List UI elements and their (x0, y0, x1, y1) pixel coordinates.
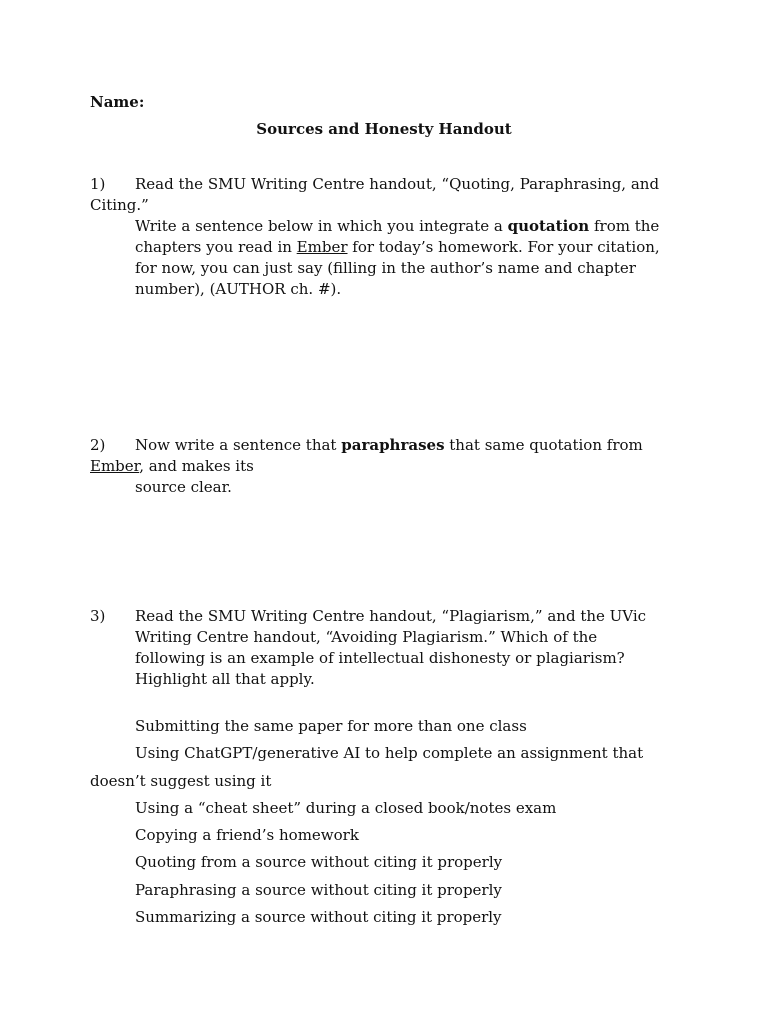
question-3-line-3: following is an example of intellectual dishonesty or plagiarism? (135, 649, 625, 667)
question-1-line-2: Citing.” (90, 196, 149, 214)
option-item[interactable]: Copying a friend’s homework (135, 826, 359, 844)
option-item[interactable]: Submitting the same paper for more than one class (135, 717, 527, 735)
question-1-line-5: for now, you can just say (filling in the author’s name and chapter (135, 259, 636, 277)
q2-text: that same quotation from (444, 436, 643, 454)
option-item[interactable]: Using ChatGPT/generative AI to help complete an assignment that (135, 744, 644, 762)
question-2-line-1 (135, 435, 643, 456)
question-1-line-1: Read the SMU Writing Centre handout, “Quoting, Paraphrasing, and (135, 175, 660, 193)
question-1-line-6: number), (AUTHOR ch. #). (135, 280, 342, 298)
question-3-line-2: Writing Centre handout, “Avoiding Plagiarism.” Which of the (135, 628, 598, 646)
option-item[interactable]: Using a “cheat sheet” during a closed book/notes exam (135, 799, 557, 817)
book-title-ember: Ember (296, 238, 348, 256)
question-3-number: 3) (90, 607, 106, 625)
question-3-line-4: Highlight all that apply. (135, 670, 315, 688)
q1-text: for today’s homework. For your citation, (347, 238, 660, 256)
q2-text: Now write a sentence that (135, 436, 342, 454)
option-item[interactable]: Summarizing a source without citing it properly (135, 908, 502, 926)
book-title-ember: Ember (90, 457, 140, 475)
page-title: Sources and Honesty Handout (256, 120, 512, 138)
option-item-continuation[interactable]: doesn’t suggest using it (90, 772, 272, 790)
question-1-line-4 (135, 237, 660, 258)
question-2-number: 2) (90, 436, 106, 454)
question-2-line-3: source clear. (135, 478, 232, 496)
q1-text: Write a sentence below in which you integrate a (135, 217, 508, 235)
name-label: Name: (90, 93, 145, 111)
quotation-keyword: quotation (507, 217, 590, 235)
question-1-number: 1) (90, 175, 106, 193)
option-item[interactable]: Paraphrasing a source without citing it properly (135, 881, 502, 899)
question-1-line-3 (135, 216, 659, 237)
q1-text: chapters you read in (135, 238, 297, 256)
question-2-line-2 (90, 456, 254, 477)
option-item[interactable]: Quoting from a source without citing it properly (135, 853, 503, 871)
q1-text: from the (589, 217, 660, 235)
paraphrases-keyword: paraphrases (341, 436, 445, 454)
question-3-line-1: Read the SMU Writing Centre handout, “Plagiarism,” and the UVic (135, 607, 647, 625)
q2-text: , and makes its (139, 457, 254, 475)
